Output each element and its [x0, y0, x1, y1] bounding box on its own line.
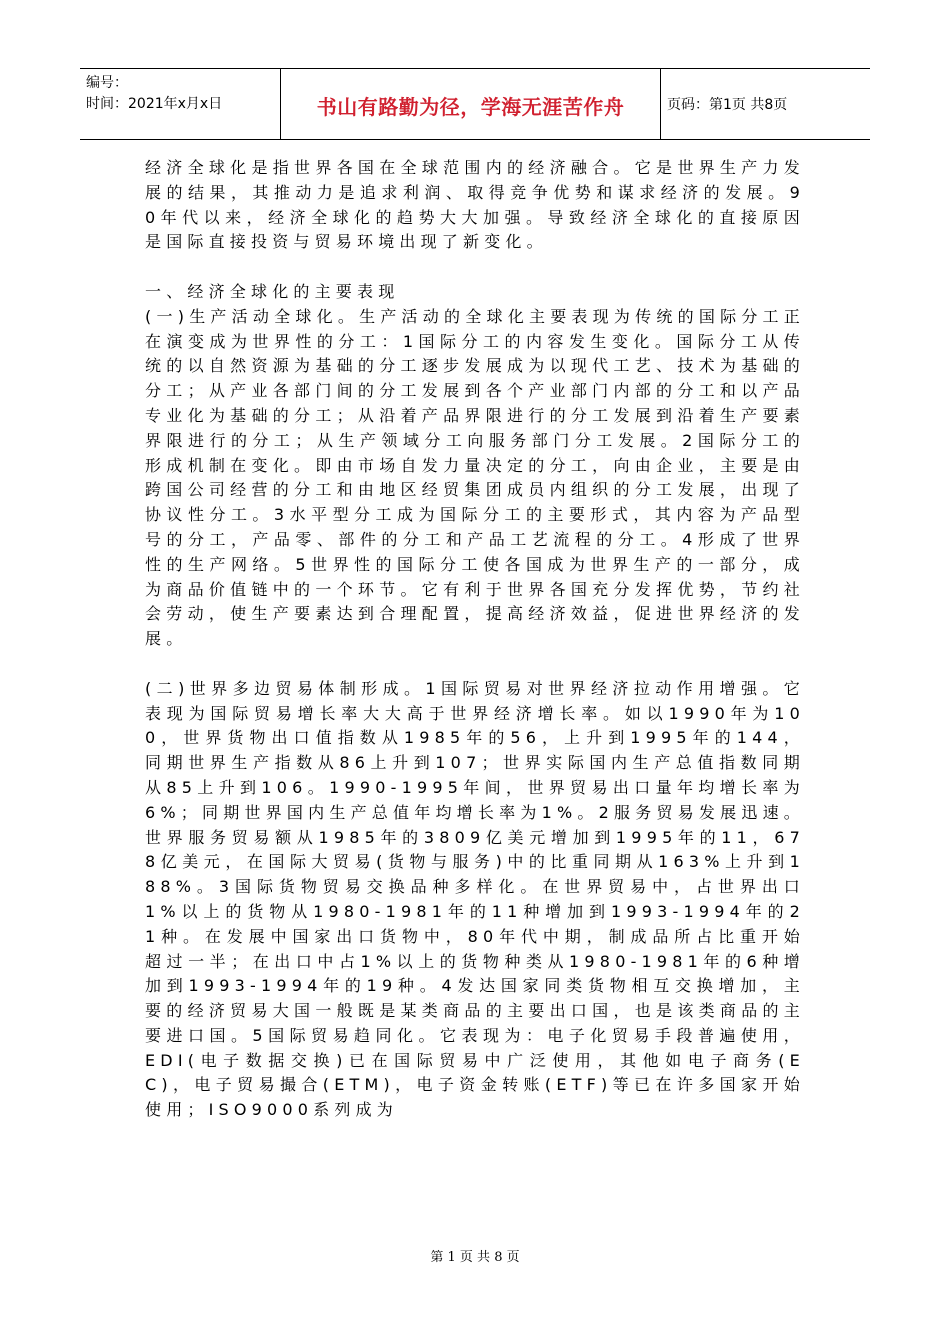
body-paragraph: (一)生产活动全球化。生产活动的全球化主要表现为传统的国际分工正在演变成为世界性的分工：1国际分工的内容发生变化。国际分工从传统的以自然资源为基础的分工逐步发展成为以现代工艺、技术为基础的分工；从产业各部门间的分工发展到各个产业部门内部的分工和以产品专业化为基础的分工；从沿着产品界限进行的分工发展到沿着生产要素界限进行的分工；从生产领域分工向服务部门分工发展。2国际分工的形成机制在变化。即由市场自发力量决定的分工，向由企业，主要是由跨国公司经营的分工和由地区经贸集团成员内组织的分工发展，出现了协议性分工。3水平型分工成为国际分工的主要形式，其内容为产品型号的分工，产品零、部件的分工和产品工艺流程的分工。4形成了世界性的生产网络。5世界性的国际分工使各国成为世界生产的一部分，成为商品价值链中的一个环节。它有利于世界各国充分发挥优势，节约社会劳动，使生产要素达到合理配置，提高经济效益，促进世界经济的发展。	[145, 306, 805, 649]
header-info-cell	[80, 69, 281, 139]
page-code: 页码：第1页 共8页	[667, 97, 788, 113]
document-body	[145, 156, 805, 1123]
number-label: 编号：	[86, 75, 128, 91]
header-motto-cell	[281, 69, 661, 139]
time-label: 时间：2021年x月x日	[86, 96, 223, 112]
document-header	[80, 68, 870, 140]
paragraph-gap	[145, 652, 805, 677]
header-page-cell	[661, 69, 870, 139]
body-paragraph: (二)世界多边贸易体制形成。1国际贸易对世界经济拉动作用增强。它表现为国际贸易增长率大大高于世界经济增长率。如以1990年为100，世界货物出口值指数从1985年的56，上升到1995年的144，同期世界生产指数从86上升到107；世界实际国内生产总值指数同期从85上升到106。1990-1995年间，世界贸易出口量年均增长率为6%；同期世界国内生产总值年均增长率为1%。2服务贸易发展迅速。世界服务贸易额从1985年的3809亿美元增加到1995年的11，678亿美元，在国际大贸易(货物与服务)中的比重同期从163%上升到188%。3国际货物贸易交换品种多样化。在世界贸易中，占世界出口1%以上的货物从1980-1981年的11种增加到1993-1994年的21种。在发展中国家出口货物中，80年代中期，制成品所占比重开始超过一半；在出口中占1%以上的货物种类从1980-1981年的6种增加到1993-1994年的19种。4发达国家同类货物相互交换增加，主要的经济贸易大国一般既是某类商品的主要出口国，也是该类商品的主要进口国。5国际贸易趋同化。它表现为：电子化贸易手段普遍使用，EDI(电子数据交换)已在国际贸易中广泛使用，其他如电子商务(EC)，电子贸易撮合(ETM)，电子资金转账(ETF)等已在许多国家开始使用；ISO9000系列成为	[145, 678, 805, 1120]
motto-text: 书山有路勤为径，学海无涯苦作舟	[316, 95, 625, 119]
intro-paragraph: 经济全球化是指世界各国在全球范围内的经济融合。它是世界生产力发展的结果，其推动力是追求利润、取得竞争优势和谋求经济的发展。90年代以来，经济全球化的趋势大大加强。导致经济全球化的直接原因是国际直接投资与贸易环境出现了新变化。	[145, 158, 805, 252]
page-footer: 第 1 页 共 8 页	[430, 1250, 520, 1265]
paragraph-gap	[145, 255, 805, 280]
section-heading: 一、经济全球化的主要表现	[145, 281, 400, 301]
